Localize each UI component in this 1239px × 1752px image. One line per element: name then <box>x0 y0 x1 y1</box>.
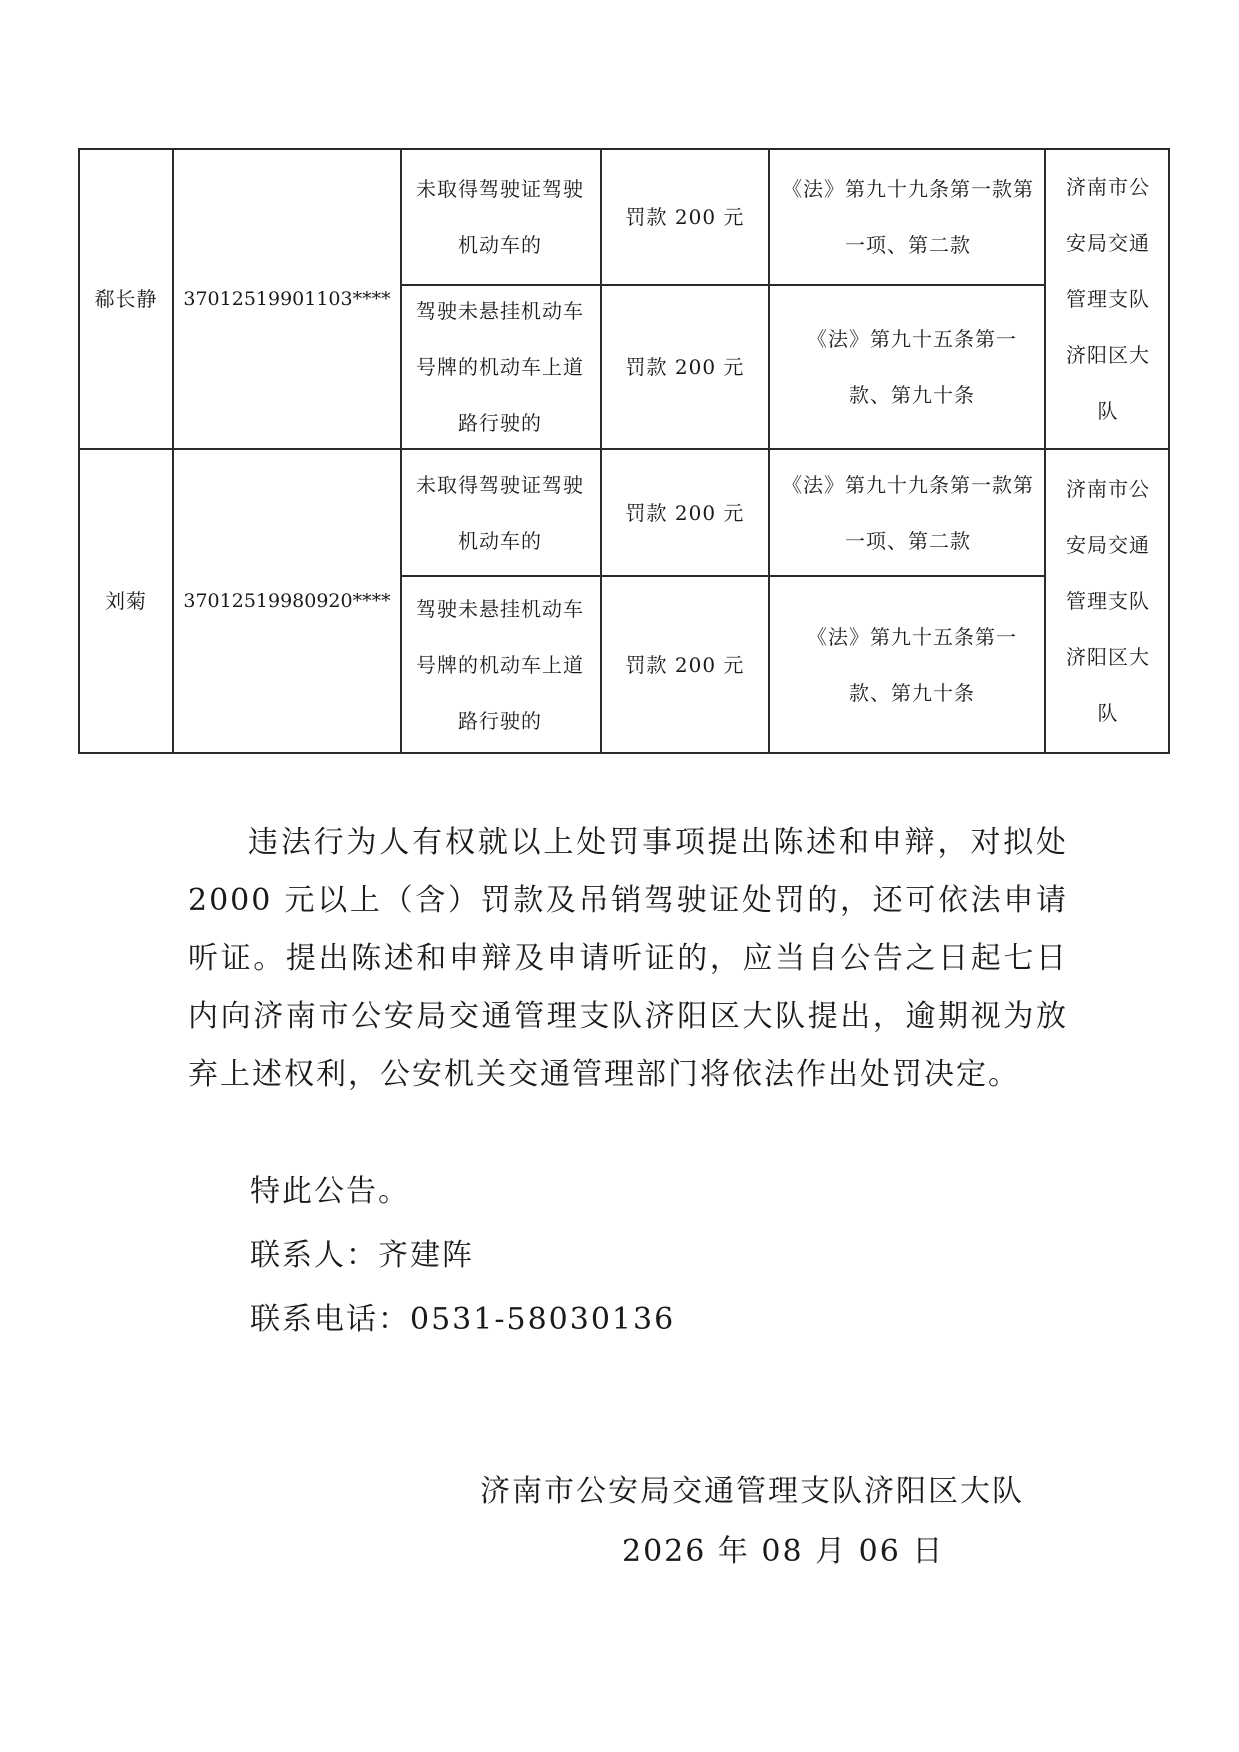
contact-person: 联系人：齐建阵 <box>250 1238 474 1273</box>
table-border <box>1168 148 1170 754</box>
notice-paragraph-text: 违法行为人有权就以上处罚事项提出陈述和申辩，对拟处 2000 元以上（含）罚款及吊销驾驶证处罚的，还可依法申请听证。提出陈述和申辩及申请听证的，应当自公告之日起七日内向济南市公安局交通管理支队济阳区大队提出，逾期视为放弃上述权利，公安机关交通管理部门将依法作出处罚决定。 <box>188 825 1068 1092</box>
table-cell-name: 郗长静 <box>94 287 158 311</box>
table-cell-id-number: 37012519980920**** <box>183 590 391 612</box>
table-cell-behavior: 驾驶未悬挂机动车号牌的机动车上道路行驶的 <box>416 299 584 435</box>
table-cell-behavior: 未取得驾驶证驾驶机动车的 <box>416 472 584 553</box>
table-cell-authority: 济南市公安局交通管理支队济阳区大队 <box>1066 477 1150 725</box>
table-cell-name: 刘菊 <box>105 589 147 613</box>
table-column-divider <box>768 148 770 754</box>
table-column-divider <box>1044 148 1046 754</box>
table-border <box>78 752 1170 754</box>
table-cell-penalty: 罚款 200 元 <box>625 205 745 229</box>
table-cell-legal-basis: 《法》第九十五条第一款、第九十条 <box>807 327 1017 407</box>
notice-closing: 特此公告。 <box>250 1174 410 1209</box>
table-cell-penalty: 罚款 200 元 <box>625 652 745 677</box>
table-cell-authority: 济南市公安局交通管理支队济阳区大队 <box>1066 175 1150 423</box>
table-cell-penalty: 罚款 200 元 <box>625 355 745 379</box>
table-cell-legal-basis: 《法》第九十九条第一款第一项、第二款 <box>782 472 1034 553</box>
table-cell-legal-basis: 《法》第九十九条第一款第一项、第二款 <box>782 177 1034 257</box>
notice-paragraph <box>188 814 1068 1104</box>
table-cell-behavior: 驾驶未悬挂机动车号牌的机动车上道路行驶的 <box>416 596 584 733</box>
contact-phone: 联系电话：0531-58030136 <box>250 1302 676 1337</box>
signature-organization: 济南市公安局交通管理支队济阳区大队 <box>480 1474 1024 1509</box>
table-cell-id-number: 37012519901103**** <box>183 288 391 310</box>
signature-date: 2026 年 08 月 06 日 <box>622 1534 945 1569</box>
table-cell-behavior: 未取得驾驶证驾驶机动车的 <box>416 177 584 257</box>
table-column-divider <box>400 148 402 754</box>
table-cell-penalty: 罚款 200 元 <box>625 500 745 525</box>
table-cell-legal-basis: 《法》第九十五条第一款、第九十条 <box>807 624 1017 705</box>
